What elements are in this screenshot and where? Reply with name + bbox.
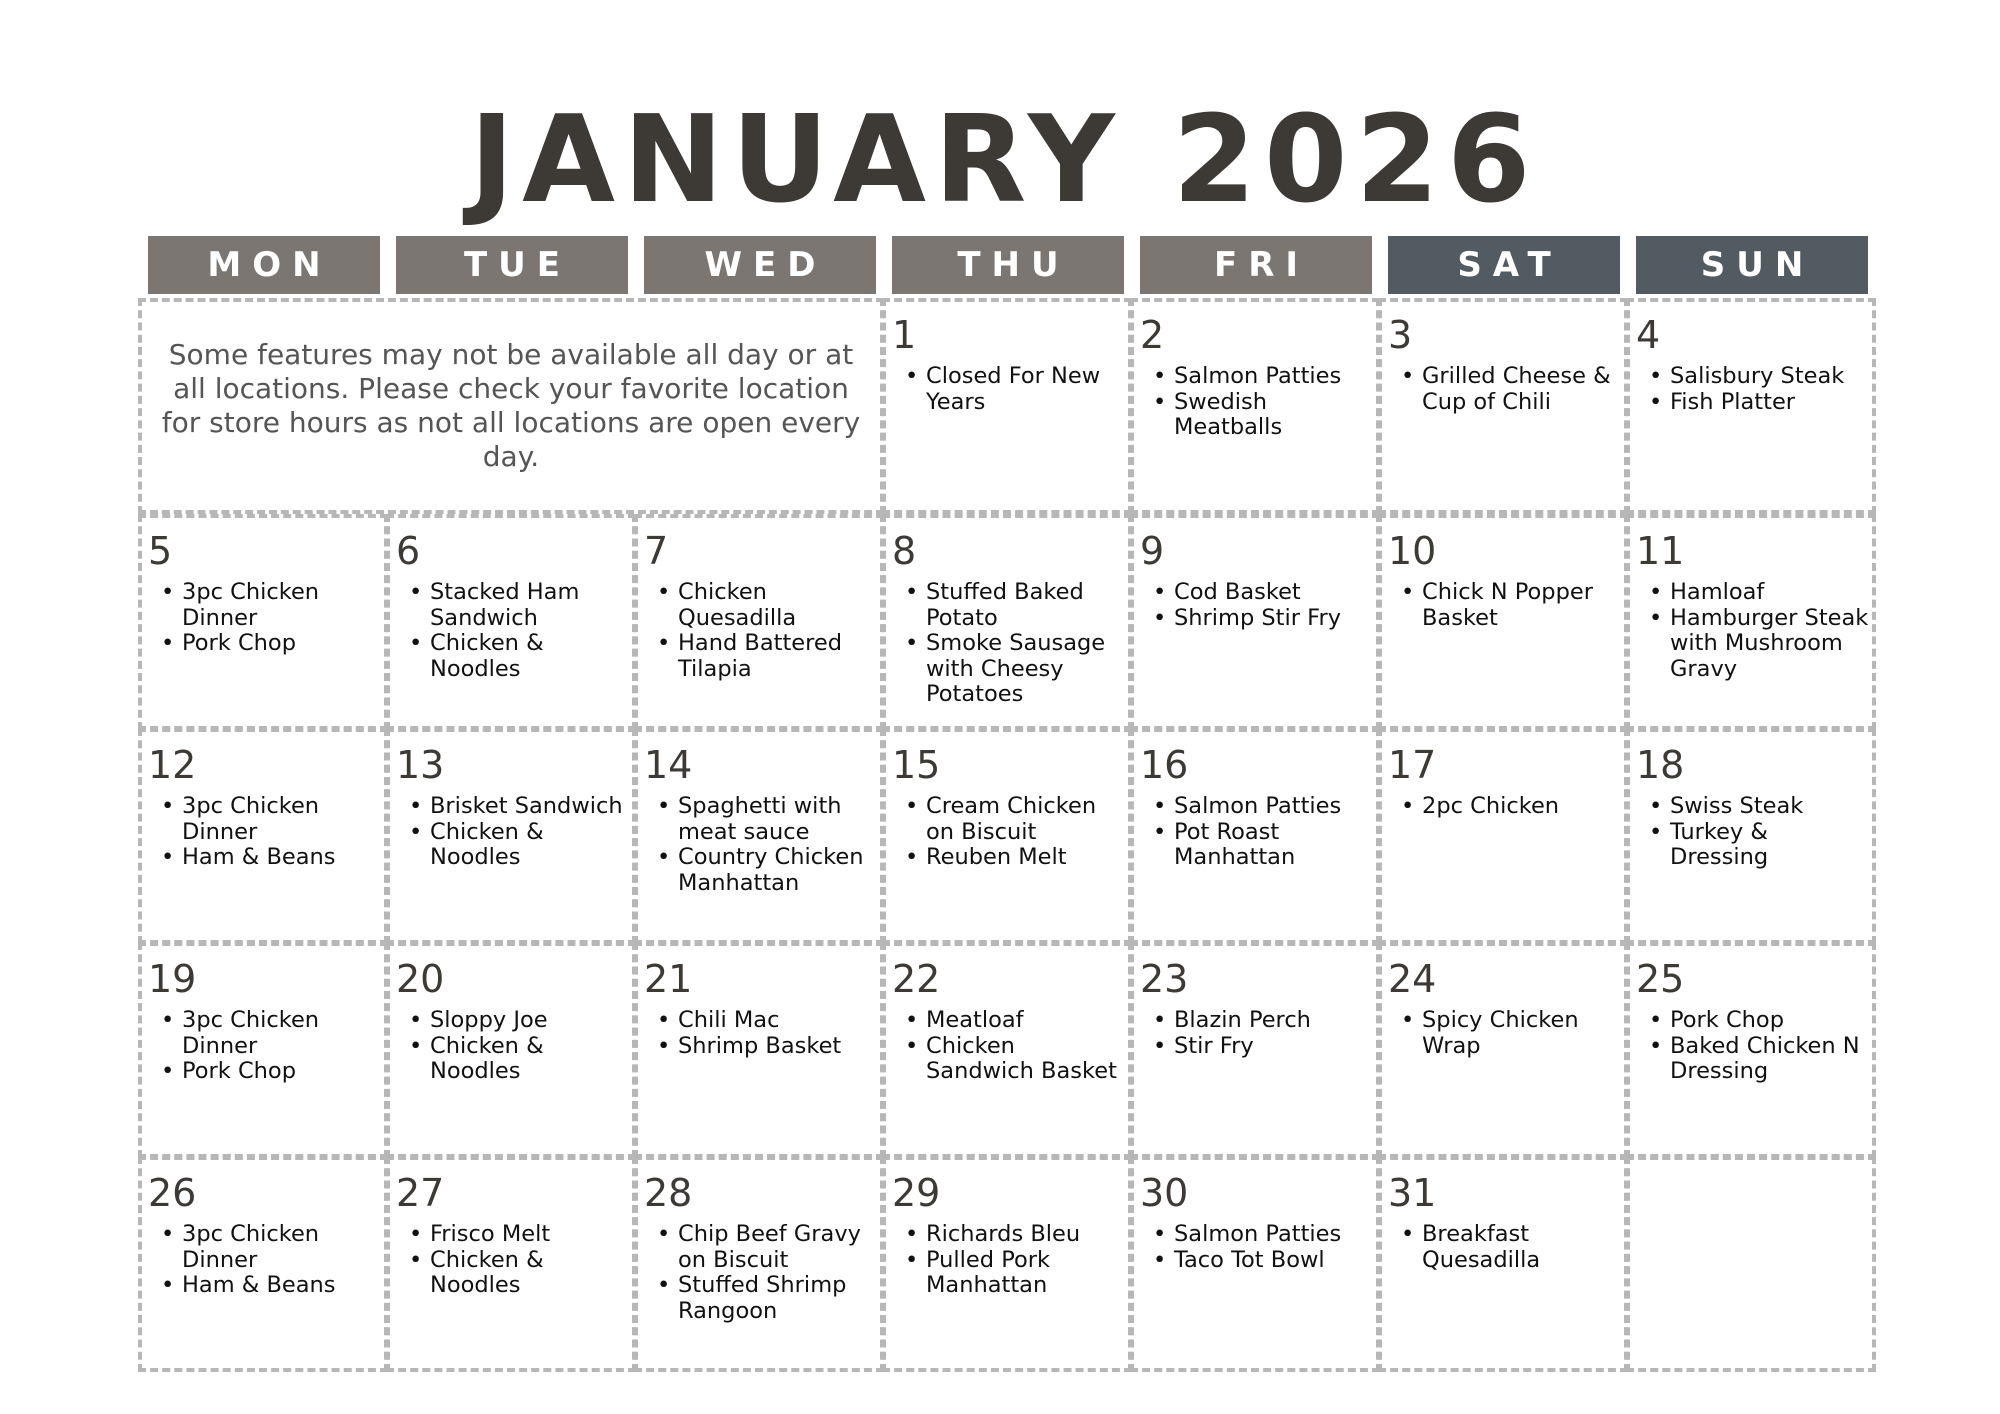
- menu-list: [896, 1222, 1126, 1299]
- menu-item: • Chicken & Noodles: [400, 820, 630, 871]
- day-number: 21: [644, 957, 693, 1001]
- weekday-header-row: [148, 236, 1868, 294]
- menu-list: [648, 794, 878, 896]
- day-cell: [1130, 942, 1380, 1158]
- menu-item: • 3pc Chicken Dinner: [152, 1222, 382, 1273]
- availability-note: Some features may not be available all day or at all locations. Please check your favorite location for store hours as not all locations are open every day.: [161, 338, 861, 473]
- day-number: 15: [892, 743, 941, 787]
- day-cell: [1378, 728, 1628, 944]
- menu-item: • 2pc Chicken: [1392, 794, 1622, 820]
- menu-item: • 3pc Chicken Dinner: [152, 794, 382, 845]
- menu-item: • Stuffed Baked Potato: [896, 580, 1126, 631]
- menu-item: • Blazin Perch: [1144, 1008, 1374, 1034]
- day-number: 19: [148, 957, 197, 1001]
- menu-list: [152, 580, 382, 657]
- menu-item: • Grilled Cheese & Cup of Chili: [1392, 364, 1622, 415]
- day-cell: [1130, 514, 1380, 730]
- weekday-header-tue: TUE: [396, 236, 628, 294]
- day-cell: [882, 728, 1132, 944]
- menu-item: • Cream Chicken on Biscuit: [896, 794, 1126, 845]
- menu-item: • Chili Mac: [648, 1008, 878, 1034]
- day-cell: [1626, 514, 1876, 730]
- day-number: 11: [1636, 529, 1685, 573]
- menu-item: • Breakfast Quesadilla: [1392, 1222, 1622, 1273]
- day-number: 5: [148, 529, 173, 573]
- menu-item: • Chicken & Noodles: [400, 631, 630, 682]
- day-cell: [138, 1156, 388, 1372]
- weekday-header-thu: THU: [892, 236, 1124, 294]
- menu-list: [648, 1222, 878, 1324]
- day-cell: [138, 728, 388, 944]
- menu-item: • 3pc Chicken Dinner: [152, 580, 382, 631]
- menu-item: • Hand Battered Tilapia: [648, 631, 878, 682]
- weekday-header-sat: SAT: [1388, 236, 1620, 294]
- day-cell: [386, 728, 636, 944]
- day-number: 20: [396, 957, 445, 1001]
- menu-item: • Pot Roast Manhattan: [1144, 820, 1374, 871]
- weekday-header-fri: FRI: [1140, 236, 1372, 294]
- day-number: 14: [644, 743, 693, 787]
- day-number: 4: [1636, 313, 1661, 357]
- day-number: 29: [892, 1171, 941, 1215]
- menu-item: • Turkey & Dressing: [1640, 820, 1870, 871]
- day-cell: [634, 728, 884, 944]
- menu-item: • Shrimp Stir Fry: [1144, 606, 1374, 632]
- day-cell: [882, 942, 1132, 1158]
- day-cell: [1378, 1156, 1628, 1372]
- day-cell: [386, 1156, 636, 1372]
- day-cell: [1626, 942, 1876, 1158]
- menu-list: [1392, 364, 1622, 415]
- menu-item: • Stacked Ham Sandwich: [400, 580, 630, 631]
- menu-item: • Pulled Pork Manhattan: [896, 1248, 1126, 1299]
- menu-item: • Stir Fry: [1144, 1034, 1374, 1060]
- menu-list: [1392, 1222, 1622, 1273]
- menu-item: • Chicken Quesadilla: [648, 580, 878, 631]
- day-cell: [1130, 298, 1380, 514]
- menu-list: [1144, 794, 1374, 871]
- menu-item: • Salisbury Steak: [1640, 364, 1870, 390]
- menu-item: • Ham & Beans: [152, 845, 382, 871]
- menu-list: [896, 580, 1126, 708]
- day-cell: [882, 1156, 1132, 1372]
- day-cell: [1626, 728, 1876, 944]
- menu-item: • Pork Chop: [152, 631, 382, 657]
- menu-list: [1640, 794, 1870, 871]
- menu-list: [1392, 580, 1622, 631]
- menu-list: [1144, 1222, 1374, 1273]
- menu-item: • Chicken Sandwich Basket: [896, 1034, 1126, 1085]
- menu-list: [1392, 1008, 1622, 1059]
- day-number: 9: [1140, 529, 1165, 573]
- menu-list: [896, 364, 1126, 415]
- day-number: 8: [892, 529, 917, 573]
- calendar-note-cell: [138, 298, 884, 514]
- menu-item: • Brisket Sandwich: [400, 794, 630, 820]
- day-number: 17: [1388, 743, 1437, 787]
- weekday-header-wed: WED: [644, 236, 876, 294]
- day-cell: [882, 514, 1132, 730]
- weekday-header-sun: SUN: [1636, 236, 1868, 294]
- menu-list: [152, 1008, 382, 1085]
- day-number: 26: [148, 1171, 197, 1215]
- calendar-grid: [140, 300, 1872, 1372]
- menu-list: [648, 580, 878, 682]
- menu-item: • Chick N Popper Basket: [1392, 580, 1622, 631]
- day-number: 22: [892, 957, 941, 1001]
- day-cell: [634, 514, 884, 730]
- day-cell: [882, 298, 1132, 514]
- menu-item: • Hamburger Steak with Mushroom Gravy: [1640, 606, 1870, 683]
- day-cell: [634, 942, 884, 1158]
- menu-item: • Meatloaf: [896, 1008, 1126, 1034]
- day-cell: [138, 942, 388, 1158]
- day-number: 24: [1388, 957, 1437, 1001]
- day-cell: [138, 514, 388, 730]
- menu-item: • Reuben Melt: [896, 845, 1126, 871]
- day-cell: [1130, 1156, 1380, 1372]
- day-cell: [1378, 298, 1628, 514]
- menu-list: [400, 580, 630, 682]
- day-cell: [386, 514, 636, 730]
- menu-item: • Swiss Steak: [1640, 794, 1870, 820]
- menu-item: • Closed For New Years: [896, 364, 1126, 415]
- menu-item: • Salmon Patties: [1144, 1222, 1374, 1248]
- menu-list: [1640, 1008, 1870, 1085]
- day-number: 10: [1388, 529, 1437, 573]
- menu-list: [896, 794, 1126, 871]
- menu-item: • Swedish Meatballs: [1144, 390, 1374, 441]
- menu-list: [1640, 364, 1870, 415]
- day-number: 16: [1140, 743, 1189, 787]
- menu-item: • Pork Chop: [152, 1059, 382, 1085]
- day-number: 3: [1388, 313, 1413, 357]
- menu-item: • Sloppy Joe: [400, 1008, 630, 1034]
- menu-list: [1144, 580, 1374, 631]
- menu-list: [400, 794, 630, 871]
- day-cell: [1378, 514, 1628, 730]
- menu-list: [1392, 794, 1622, 820]
- day-cell: [1378, 942, 1628, 1158]
- menu-item: • Salmon Patties: [1144, 794, 1374, 820]
- day-cell: [1130, 728, 1380, 944]
- menu-list: [152, 794, 382, 871]
- menu-list: [1144, 1008, 1374, 1059]
- menu-item: • Frisco Melt: [400, 1222, 630, 1248]
- day-number: 25: [1636, 957, 1685, 1001]
- menu-item: • Cod Basket: [1144, 580, 1374, 606]
- day-cell: [1626, 298, 1876, 514]
- day-number: 13: [396, 743, 445, 787]
- menu-item: • Fish Platter: [1640, 390, 1870, 416]
- menu-item: • Spicy Chicken Wrap: [1392, 1008, 1622, 1059]
- menu-item: • Chicken & Noodles: [400, 1034, 630, 1085]
- day-number: 31: [1388, 1171, 1437, 1215]
- day-cell: [634, 1156, 884, 1372]
- menu-item: • Baked Chicken N Dressing: [1640, 1034, 1870, 1085]
- menu-item: • Ham & Beans: [152, 1273, 382, 1299]
- menu-item: • Smoke Sausage with Cheesy Potatoes: [896, 631, 1126, 708]
- menu-item: • Salmon Patties: [1144, 364, 1374, 390]
- day-number: 27: [396, 1171, 445, 1215]
- day-number: 7: [644, 529, 669, 573]
- menu-item: • 3pc Chicken Dinner: [152, 1008, 382, 1059]
- menu-list: [400, 1222, 630, 1299]
- menu-item: • Chicken & Noodles: [400, 1248, 630, 1299]
- menu-item: • Country Chicken Manhattan: [648, 845, 878, 896]
- day-number: 18: [1636, 743, 1685, 787]
- day-number: 23: [1140, 957, 1189, 1001]
- menu-item: • Richards Bleu: [896, 1222, 1126, 1248]
- day-number: 6: [396, 529, 421, 573]
- day-number: 1: [892, 313, 917, 357]
- menu-item: • Hamloaf: [1640, 580, 1870, 606]
- menu-list: [648, 1008, 878, 1059]
- day-number: 30: [1140, 1171, 1189, 1215]
- day-number: 2: [1140, 313, 1165, 357]
- menu-list: [896, 1008, 1126, 1085]
- menu-item: • Stuffed Shrimp Rangoon: [648, 1273, 878, 1324]
- page-title: JANUARY 2026: [469, 91, 1539, 230]
- day-number: 12: [148, 743, 197, 787]
- empty-day-cell: [1626, 1156, 1876, 1372]
- day-number: 28: [644, 1171, 693, 1215]
- menu-item: • Pork Chop: [1640, 1008, 1870, 1034]
- menu-item: • Shrimp Basket: [648, 1034, 878, 1060]
- menu-list: [152, 1222, 382, 1299]
- menu-list: [1640, 580, 1870, 682]
- menu-item: • Chip Beef Gravy on Biscuit: [648, 1222, 878, 1273]
- menu-list: [1144, 364, 1374, 441]
- menu-item: • Spaghetti with meat sauce: [648, 794, 878, 845]
- menu-list: [400, 1008, 630, 1085]
- day-cell: [386, 942, 636, 1158]
- menu-item: • Taco Tot Bowl: [1144, 1248, 1374, 1274]
- weekday-header-mon: MON: [148, 236, 380, 294]
